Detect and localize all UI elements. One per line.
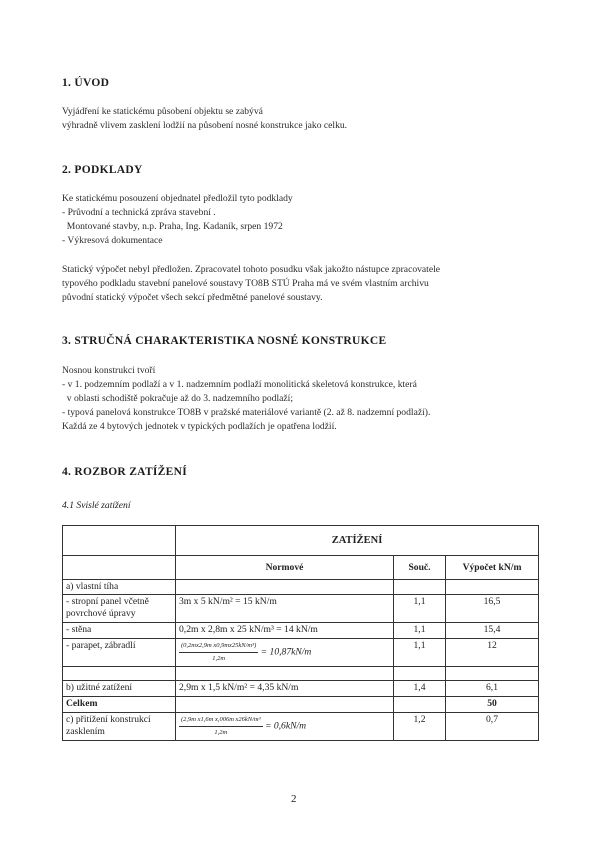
podklady-line-4: - Výkresová dokumentace bbox=[62, 235, 163, 246]
header-normove: Normové bbox=[176, 556, 394, 580]
table-header-row-2 bbox=[63, 556, 539, 580]
podklady-para2-line-3: původní statický výpočet všech sekcí předmětné panelové soustavy. bbox=[62, 292, 323, 303]
fraction-numerator: (0,2mx2,9m x0,9mx25kN/m³) bbox=[179, 640, 258, 653]
row-souc-stena: 1,1 bbox=[394, 623, 446, 639]
podklady-para2-line-1: Statický výpočet nebyl předložen. Zpracovatel tohoto posudku však jakožto nástupce zpracovatele bbox=[62, 264, 441, 275]
row-calc-pritizeni bbox=[176, 713, 394, 741]
table-header-row-1 bbox=[63, 526, 539, 556]
uvod-line-2: výhradně vlivem zasklení lodžií na působení nosné konstrukce jako celku. bbox=[62, 120, 348, 131]
table-cell bbox=[394, 580, 446, 595]
row-val-stena: 15,4 bbox=[446, 623, 539, 639]
row-val-panel: 16,5 bbox=[446, 595, 539, 623]
section-title-charakteristika: 3. STRUČNÁ CHARAKTERISTIKA NOSNÉ KONSTRUKCE bbox=[62, 335, 387, 347]
header-zatizeni: ZATÍŽENÍ bbox=[176, 526, 539, 556]
fraction-pritizeni bbox=[179, 714, 263, 739]
table-cell bbox=[63, 667, 176, 681]
table-cell bbox=[176, 667, 394, 681]
podklady-para2-line-2: typového podkladu stavební panelové soustavy TO8B STÚ Praha má ve svém vlastním archivu bbox=[62, 278, 429, 289]
table-row bbox=[63, 713, 539, 741]
table-row bbox=[63, 595, 539, 623]
table-cell bbox=[394, 697, 446, 713]
table-cell bbox=[176, 697, 394, 713]
row-label-uzitne: b) užitné zatížení bbox=[63, 681, 176, 697]
load-table bbox=[62, 525, 539, 741]
row-calc-parapet bbox=[176, 639, 394, 667]
header-empty-cell-2 bbox=[63, 556, 176, 580]
row-label-celkem: Celkem bbox=[63, 697, 176, 713]
table-row-spacer bbox=[63, 667, 539, 681]
table-row bbox=[63, 580, 539, 595]
charakteristika-line-3: v oblasti schodiště pokračuje až do 3. nadzemního podlaží; bbox=[62, 393, 293, 404]
charakteristika-line-4: - typová panelová konstrukce TO8B v pražské materiálové variantě (2. až 8. nadzemní podlaží). bbox=[62, 407, 431, 418]
section-title-rozbor: 4. ROZBOR ZATÍŽENÍ bbox=[62, 466, 188, 478]
fraction-numerator: (2,9m x1,6m x,006m x26kN/m³ bbox=[179, 714, 263, 727]
podklady-line-1: Ke statickému posouzení objednatel předložil tyto podklady bbox=[62, 193, 293, 204]
section-title-uvod: 1. ÚVOD bbox=[62, 77, 110, 89]
header-vypocet: Výpočet kN/m bbox=[446, 556, 539, 580]
row-label-pritizeni: c) přitížení konstrukcí zasklením bbox=[63, 713, 176, 741]
row-val-pritizeni: 0,7 bbox=[446, 713, 539, 741]
fraction-denominator: 1,2m bbox=[212, 655, 226, 662]
row-souc-panel: 1,1 bbox=[394, 595, 446, 623]
podklady-line-3: Montované stavby, n.p. Praha, Ing. Kadaník, srpen 1972 bbox=[62, 221, 283, 232]
header-souc: Souč. bbox=[394, 556, 446, 580]
uvod-line-1: Vyjádření ke statickému působení objektu se zabývá bbox=[62, 106, 263, 117]
podklady-line-2: - Průvodní a technická zpráva stavební . bbox=[62, 207, 216, 218]
table-cell bbox=[446, 667, 539, 681]
row-label-vlastni: a) vlastní tíha bbox=[63, 580, 176, 595]
subsection-title-svisle: 4.1 Svislé zatížení bbox=[62, 500, 131, 511]
fraction-denominator: 1,2m bbox=[214, 729, 228, 736]
row-calc-stena: 0,2m x 2,8m x 25 kN/m³ = 14 kN/m bbox=[176, 623, 394, 639]
charakteristika-line-5: Každá ze 4 bytových jednotek v typických podlažích je opatřena lodžií. bbox=[62, 421, 337, 432]
table-cell bbox=[176, 580, 394, 595]
table-row-total bbox=[63, 697, 539, 713]
row-label-stena: - stěna bbox=[63, 623, 176, 639]
table-cell bbox=[446, 580, 539, 595]
section-title-podklady: 2. PODKLADY bbox=[62, 164, 143, 176]
row-calc-panel: 3m x 5 kN/m² = 15 kN/m bbox=[176, 595, 394, 623]
row-souc-parapet: 1,1 bbox=[394, 639, 446, 667]
fraction-parapet bbox=[179, 640, 258, 665]
row-val-uzitne: 6,1 bbox=[446, 681, 539, 697]
row-val-celkem: 50 bbox=[446, 697, 539, 713]
row-souc-uzitne: 1,4 bbox=[394, 681, 446, 697]
table-row bbox=[63, 623, 539, 639]
row-val-parapet: 12 bbox=[446, 639, 539, 667]
page-number: 2 bbox=[291, 793, 297, 805]
pritizeni-result: = 0,6kN/m bbox=[264, 720, 307, 732]
table-row bbox=[63, 639, 539, 667]
row-label-panel: - stropní panel včetně povrchové úpravy bbox=[63, 595, 176, 623]
row-label-parapet: - parapet, zábradlí bbox=[63, 639, 176, 667]
row-calc-uzitne: 2,9m x 1,5 kN/m² = 4,35 kN/m bbox=[176, 681, 394, 697]
table-row bbox=[63, 681, 539, 697]
charakteristika-line-1: Nosnou konstrukci tvoří bbox=[62, 365, 156, 376]
charakteristika-line-2: - v 1. podzemním podlaží a v 1. nadzemním podlaží monolitická skeletová konstrukce, která bbox=[62, 379, 417, 390]
table-cell bbox=[394, 667, 446, 681]
row-souc-pritizeni: 1,2 bbox=[394, 713, 446, 741]
header-empty-cell bbox=[63, 526, 176, 556]
parapet-result: = 10,87kN/m bbox=[260, 646, 312, 658]
